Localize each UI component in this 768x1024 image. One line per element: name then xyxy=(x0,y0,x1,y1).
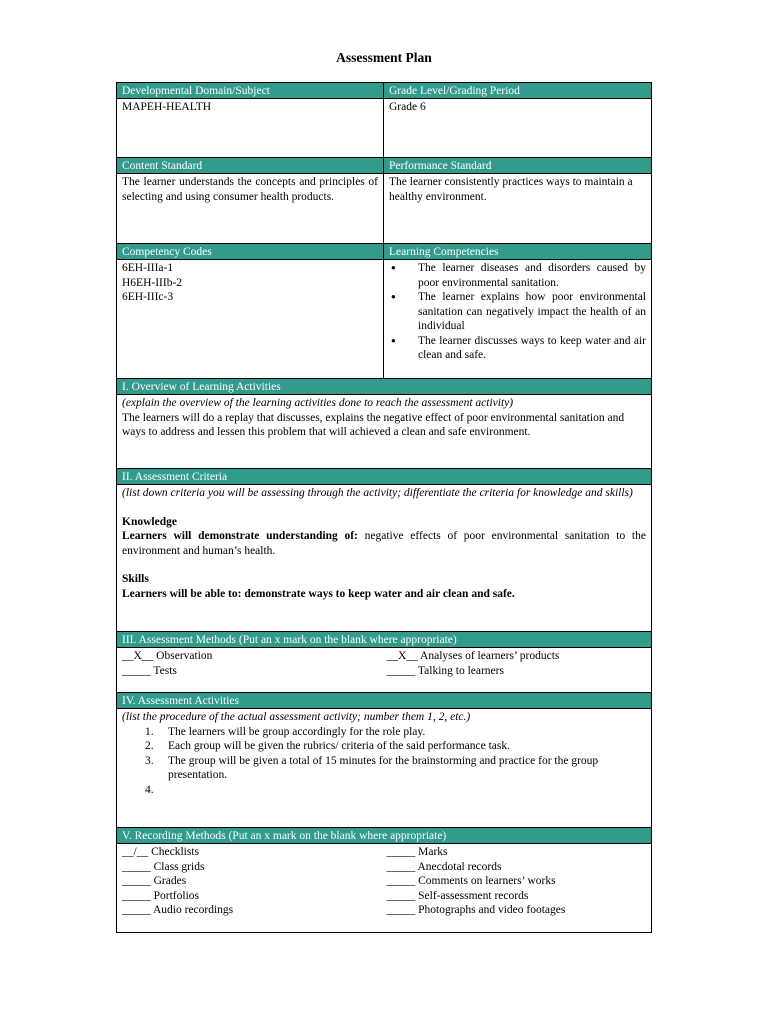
recording-section xyxy=(117,828,651,932)
list-item: 2. Each group will be given the rubrics/ criteria of the said performance task. xyxy=(145,740,510,752)
overview-text: The learners will do a replay that discusses, explains the negative effect of poor environmental sanitation and ways to address and lessen this problem that will achieved a clean and safe environment. xyxy=(122,411,625,438)
list-item: ● The learner discusses ways to keep water and air clean and safe. xyxy=(389,334,646,363)
list-item: _____ Self-assessment records xyxy=(386,889,529,902)
list-item: 4. xyxy=(145,783,154,796)
competency-code: H6EH-IIIb-2 xyxy=(122,276,183,289)
learning-competencies-list xyxy=(384,260,651,378)
assessment-plan-table xyxy=(116,82,652,933)
methods-body xyxy=(117,648,651,692)
list-item: _____ Anecdotal records xyxy=(386,860,502,873)
list-item: 3. The group will be given a total of 15 minutes for the brainstorming and practice for the group presentation. xyxy=(145,754,599,781)
knowledge-lead: Learners will demonstrate understanding of: xyxy=(122,530,358,542)
grade-level-value: Grade 6 xyxy=(389,101,426,113)
knowledge-detail: negative effects of poor environmental sanitation to the environment and human’s health. xyxy=(122,530,646,557)
standards-row xyxy=(117,158,651,244)
overview-header: I. Overview of Learning Activities xyxy=(117,379,651,395)
knowledge-text xyxy=(122,529,646,558)
list-item: __/__ Checklists xyxy=(122,846,199,858)
competency-codes-list xyxy=(117,260,383,378)
competency-codes-header: Competency Codes xyxy=(117,244,383,260)
list-item: ● The learner diseases and disorders caused by poor environmental sanitation. xyxy=(389,261,646,290)
methods-section xyxy=(117,632,651,693)
performance-standard-header: Performance Standard xyxy=(384,158,651,174)
recording-header: V. Recording Methods (Put an x mark on the blank where appropriate) xyxy=(117,828,651,844)
page-title: Assessment Plan xyxy=(336,50,432,65)
list-item: _____ Audio recordings xyxy=(122,904,234,916)
domain-grade-row xyxy=(117,83,651,158)
competency-code: 6EH-IIIc-3 xyxy=(122,291,174,303)
competencies-row xyxy=(117,244,651,379)
list-item: __X__ Analyses of learners’ products xyxy=(386,650,560,662)
list-item: _____ Talking to learners xyxy=(386,664,504,677)
list-item: __X__ Observation xyxy=(122,650,213,662)
criteria-header: II. Assessment Criteria xyxy=(117,469,651,485)
content-standard-value: The learner understands the concepts and principles of selecting and using consumer health products. xyxy=(122,176,378,203)
list-item: _____ Portfolios xyxy=(122,889,199,902)
list-item: _____ Photographs and video footages xyxy=(386,904,566,916)
recording-body xyxy=(117,844,651,932)
list-item: 1. The learners will be group accordingly for the role play. xyxy=(145,725,426,738)
performance-standard-cell xyxy=(384,158,651,243)
activities-instruction: (list the procedure of the actual assessment activity; number them 1, 2, etc.) xyxy=(122,711,471,723)
activities-body xyxy=(117,709,651,827)
recording-right-column xyxy=(382,845,647,918)
learning-competencies-cell xyxy=(384,244,651,378)
methods-right-column xyxy=(382,649,647,678)
competency-code: 6EH-IIIa-1 xyxy=(122,262,174,274)
skills-text: Learners will be able to: demonstrate ways to keep water and air clean and safe. xyxy=(122,587,515,600)
activities-header: IV. Assessment Activities xyxy=(117,693,651,709)
knowledge-heading: Knowledge xyxy=(122,515,177,528)
list-item: ● The learner explains how poor environmental sanitation can negatively impact the health of an individual xyxy=(389,290,646,334)
list-item: _____ Marks xyxy=(386,846,448,858)
methods-left-column xyxy=(122,649,382,678)
overview-instruction: (explain the overview of the learning activities done to reach the assessment activity) xyxy=(122,397,514,409)
criteria-body xyxy=(117,485,651,631)
domain-subject-cell xyxy=(117,83,384,157)
list-item: _____ Grades xyxy=(122,875,187,887)
grade-level-header: Grade Level/Grading Period xyxy=(384,83,651,99)
content-standard-cell xyxy=(117,158,384,243)
grade-level-cell xyxy=(384,83,651,157)
methods-header: III. Assessment Methods (Put an x mark on the blank where appropriate) xyxy=(117,632,651,648)
domain-subject-value: MAPEH-HEALTH xyxy=(122,101,212,113)
list-item: _____ Class grids xyxy=(122,860,205,873)
criteria-section xyxy=(117,469,651,632)
performance-standard-value: The learner consistently practices ways to maintain a healthy environment. xyxy=(389,176,633,203)
activities-section xyxy=(117,693,651,828)
criteria-instruction: (list down criteria you will be assessing through the activity; differentiate the criteria for knowledge and skills) xyxy=(122,487,633,499)
overview-body xyxy=(117,395,651,468)
skills-heading: Skills xyxy=(122,573,149,585)
list-item: _____ Tests xyxy=(122,664,177,677)
content-standard-header: Content Standard xyxy=(117,158,383,174)
recording-left-column xyxy=(122,845,382,918)
domain-subject-header: Developmental Domain/Subject xyxy=(117,83,383,99)
competency-codes-cell xyxy=(117,244,384,378)
overview-section xyxy=(117,379,651,469)
learning-competencies-header: Learning Competencies xyxy=(384,244,651,260)
list-item: _____ Comments on learners’ works xyxy=(386,875,556,887)
